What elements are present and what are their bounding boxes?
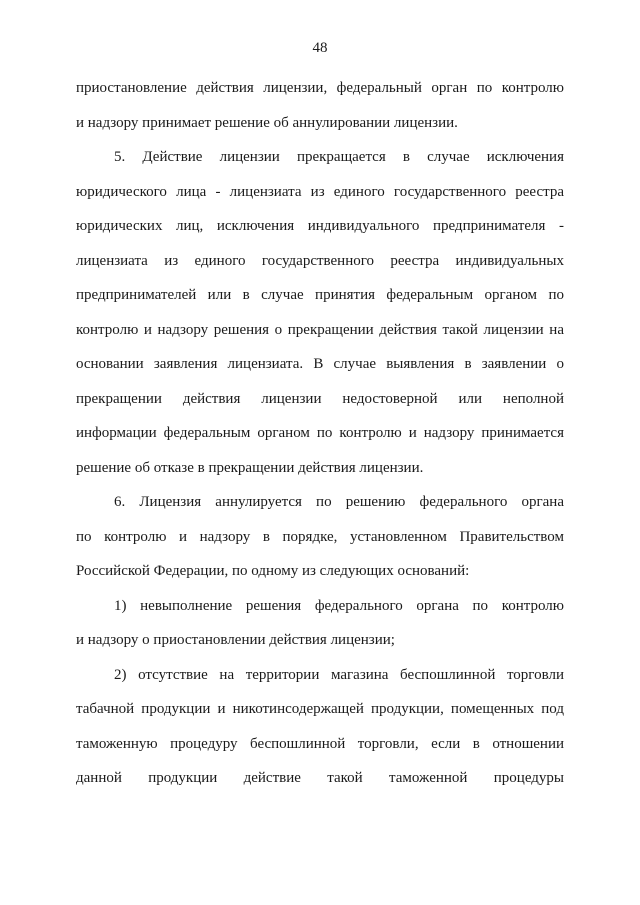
text-line: лицензиата из единого государственного реестра индивидуальных [76, 252, 564, 269]
text-line: табачной продукции и никотинсодержащей продукции, помещенных под [76, 701, 564, 717]
text-line: Российской Федерации, по одному из следующих оснований: [76, 563, 470, 579]
text-line: и надзору принимает решение об аннулировании лицензии. [76, 114, 458, 131]
item-1-start: 1) невыполнение решения федерального органа по контролю [114, 597, 564, 614]
text-line: таможенную процедуру беспошлинной торговли, если в отношении [76, 735, 564, 752]
text-line: решение об отказе в прекращении действия лицензии. [76, 459, 424, 476]
document-body [76, 74, 564, 799]
item-2-start: 2) отсутствие на территории магазина беспошлинной торговли [114, 666, 564, 683]
text-line: информации федеральным органом по контролю и надзору принимается [76, 425, 564, 441]
text-line: приостановление действия лицензии, федеральный орган по контролю [76, 80, 564, 96]
text-line: прекращении действия лицензии недостоверной или неполной [76, 390, 564, 407]
text-line: и надзору о приостановлении действия лицензии; [76, 632, 395, 648]
text-line: юридических лиц, исключения индивидуального предпринимателя - [76, 218, 564, 234]
text-line: предпринимателей или в случае принятия федеральным органом по [76, 287, 564, 303]
text-line: юридического лица - лицензиата из единого государственного реестра [76, 183, 564, 200]
page-number: 48 [312, 40, 328, 56]
paragraph-5-start: 5. Действие лицензии прекращается в случае исключения [114, 149, 564, 165]
paragraph-6-start: 6. Лицензия аннулируется по решению федерального органа [114, 494, 564, 510]
text-line: по контролю и надзору в порядке, установленном Правительством [76, 528, 564, 545]
text-line: основании заявления лицензиата. В случае выявления в заявлении о [76, 356, 564, 372]
text-line: данной продукции действие такой таможенной процедуры [76, 770, 564, 786]
text-line: контролю и надзору решения о прекращении действия такой лицензии на [76, 321, 564, 338]
